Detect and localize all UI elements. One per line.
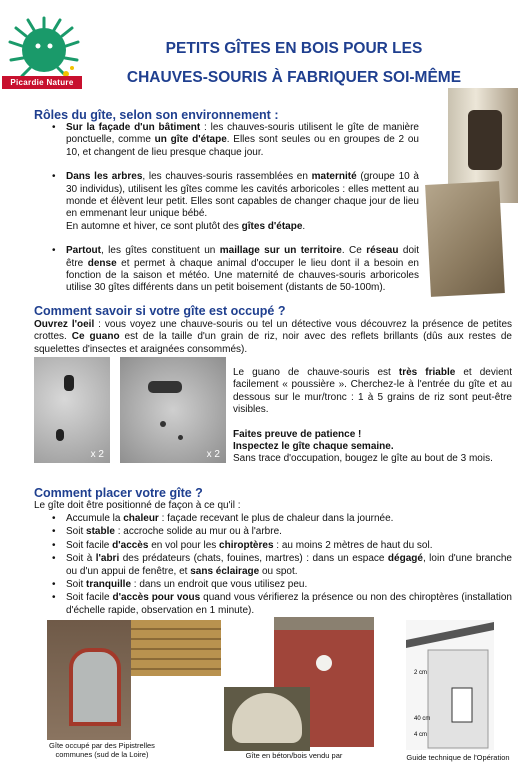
placement-intro: Le gîte doit être positionné de façon à ce qu'il : xyxy=(34,500,241,511)
caption-1: Gîte occupé par des Pipistrelles communes (sud de la Loire) xyxy=(49,741,155,759)
zoom-label: x 2 xyxy=(206,449,220,460)
brick-house-photo xyxy=(47,620,131,740)
wooden-board-photo xyxy=(425,181,505,297)
list-item: • Accumule la chaleur : façade recevant le plus de chaleur dans la journée. xyxy=(34,513,512,525)
list-item: • Soit facile d'accès en vol pour les chiroptères : au moins 2 mètres de haut du sol. xyxy=(34,540,512,552)
diagram-label: 2 cm xyxy=(414,670,428,676)
brand-label: Picardie Nature xyxy=(2,76,82,89)
list-item: • Sur la façade d'un bâtiment : les chauves-souris utilisent le gîte de manière ponctuelle, comme un gîte d'étape. Elles sont seules ou en groupes de 2 ou 10, et changent de lieu presque chaque jour. xyxy=(34,122,419,159)
list-item: • Partout, les gîtes constituent un maillage sur un territoire. Ce réseau doit être dense et permet à chaque animal d'occuper le lieu dont il a besoin en fonction de la saison et météo. Une maternité de chauves-souris arboricoles utilise 30 gîtes différents dans un petit boisement (distants de 50-100m). xyxy=(34,245,419,295)
list-item: • Soit à l'abri des prédateurs (chats, fouines, martres) : dans un espace dégagé, loin d'une branche ou d'un appui de fenêtre, et sans éclairage ou spot. xyxy=(34,553,512,578)
occupied-heading: Comment savoir si votre gîte est occupé ? xyxy=(34,304,286,318)
title-line-1: PETITS GÎTES EN BOIS POUR LES xyxy=(165,40,423,57)
concrete-gite-photo xyxy=(224,687,310,751)
list-item: • Soit facile d'accès pour vous quand vous vérifierez la présence ou non des chiroptères (installation d'échelle rapide, observation en 1 minute). xyxy=(34,592,512,617)
roles-list xyxy=(34,122,419,307)
occupied-intro: Ouvrez l'oeil : vous voyez une chauve-souris ou tel un détective vous découvrez la présence de petites crottes. Ce guano est de la taille d'un grain de riz, noir avec des reflets brillants (dûs aux restes de squelettes d'insectes et araignées consommés). xyxy=(34,319,513,355)
guano-description: Le guano de chauve-souris est très friable et devient facilement « poussière ». Cherchez-le à l'entrée du gîte et au dessous sur le mur/tronc : 1 à 5 grains de riz sont peut-être visibles. Faites preuve de patience ! Inspectez le gîte chaque semaine. Sans trace d'occupation, bougez le gîte au bout de 3 mois. xyxy=(233,367,512,465)
diagram-label: 4 cm xyxy=(414,732,428,738)
installation-diagram xyxy=(406,620,494,750)
title-line-2: CHAUVES-SOURIS À FABRIQUER SOI-MÊME xyxy=(126,69,462,86)
list-item: • Soit stable : accroche solide au mur ou à l'arbre. xyxy=(34,526,512,538)
guano-photo-1 xyxy=(34,357,110,463)
list-item: • Dans les arbres, les chauves-souris rassemblées en maternité (groupe 10 à 30 individus), utilisent les gîtes comme les cavités arboricoles : elles mettent au monde et élèvent leur petit. Elles sont capables de changer chaque jour de lieu en emmenant leur unique bébé. En automne et hiver, ce sont plutôt des gîtes d'étape. xyxy=(34,171,419,233)
zoom-label: x 2 xyxy=(90,449,104,460)
guano-photo-2 xyxy=(120,357,226,463)
placement-heading: Comment placer votre gîte ? xyxy=(34,486,203,500)
list-item: • Soit tranquille : dans un endroit que vous utilisez peu. xyxy=(34,579,512,591)
caption-2: Gîte en béton/bois vendu par xyxy=(245,751,343,760)
placement-list xyxy=(34,513,512,618)
page-title xyxy=(84,34,504,92)
roles-heading: Rôles du gîte, selon son environnement : xyxy=(34,108,279,122)
wood-gite-closeup-photo xyxy=(131,620,221,676)
caption-3: Guide technique de l'Opération xyxy=(406,753,510,762)
diagram-label: 40 cm xyxy=(414,716,431,722)
